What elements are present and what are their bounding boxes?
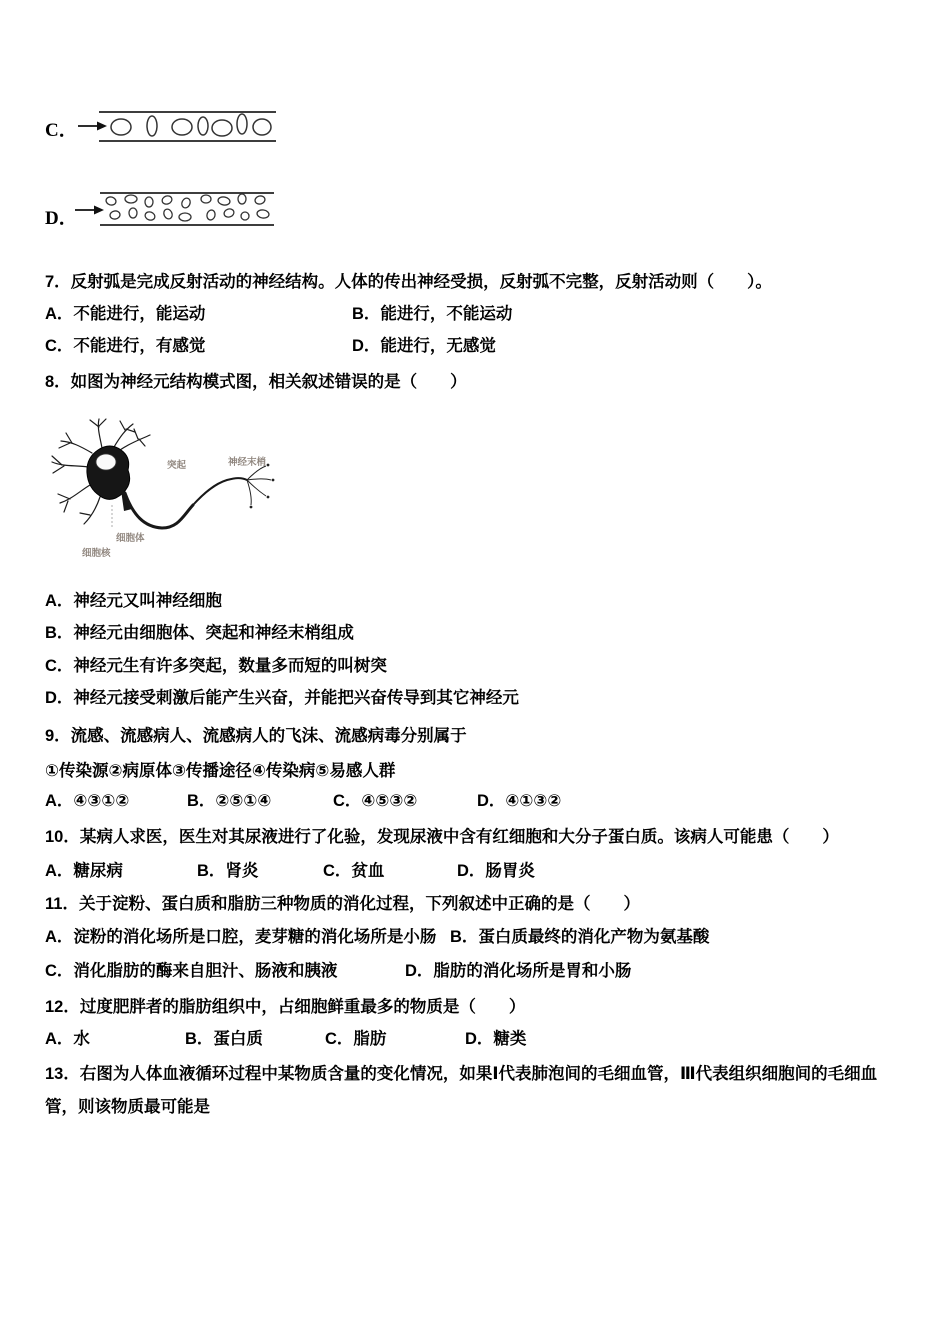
question-9-option-a: A．④③①② <box>45 792 130 810</box>
question-9-option-d: D．④①③② <box>477 792 562 810</box>
question-8-option-a: A．神经元又叫神经细胞 <box>45 592 222 610</box>
option-c-figure-label: C． <box>45 120 78 141</box>
question-10-option-c: C．贫血 <box>323 862 385 880</box>
question-13-stem-line-1: 13．右图为人体血液循环过程中某物质含量的变化情况，如果Ⅰ代表肺泡间的毛细血管，Ⅲ代表组织细胞间的毛细血 <box>45 1065 878 1083</box>
question-7-option-c: C．不能进行，有感觉 <box>45 337 206 355</box>
flow-arrow-icon <box>75 206 104 215</box>
question-11-option-a: A．淀粉的消化场所是口腔，麦芽糖的消化场所是小肠 <box>45 928 437 946</box>
question-12-option-d: D．糖类 <box>465 1030 527 1048</box>
question-9-option-b: B．②⑤①④ <box>187 792 272 810</box>
flow-arrow-icon <box>78 122 107 131</box>
question-13-stem-line-2: 管，则该物质最可能是 <box>45 1098 210 1116</box>
question-10-option-a: A．糖尿病 <box>45 862 123 880</box>
neuron-label-cell-body: 细胞体 <box>116 533 145 544</box>
neuron-structure-diagram <box>40 415 280 575</box>
question-8-option-c: C．神经元生有许多突起，数量多而短的叫树突 <box>45 657 387 675</box>
question-11-stem: 11．关于淀粉、蛋白质和脂肪三种物质的消化过程，下列叙述中正确的是（ ） <box>45 895 640 913</box>
vessel-walls <box>99 112 276 141</box>
question-7-option-d: D．能进行，无感觉 <box>352 337 496 355</box>
question-11-option-b: B．蛋白质最终的消化产物为氨基酸 <box>450 928 710 946</box>
neuron-axon <box>125 478 247 528</box>
neuron-nerve-endings <box>247 464 274 509</box>
question-9-option-c: C．④⑤③② <box>333 792 418 810</box>
large-vessel-diagram <box>75 183 277 233</box>
question-7-stem: 7．反射弧是完成反射活动的神经结构。人体的传出神经受损，反射弧不完整，反射活动则（ ）。 <box>45 273 772 291</box>
capillary-vessel-diagram <box>76 103 281 148</box>
question-12-stem: 12．过度肥胖者的脂肪组织中，占细胞鲜重最多的物质是（ ） <box>45 998 526 1016</box>
neuron-label-process: 突起 <box>167 460 187 471</box>
question-7-option-a: A．不能进行，能运动 <box>45 305 206 323</box>
option-d-figure-label: D． <box>45 208 78 229</box>
question-10-option-b: B．肾炎 <box>197 862 259 880</box>
blood-cells-many <box>105 194 269 221</box>
question-9-numbered-items: ①传染源②病原体③传播途径④传染病⑤易感人群 <box>45 762 396 780</box>
question-8-option-b: B．神经元由细胞体、突起和神经末梢组成 <box>45 624 354 642</box>
question-8-stem: 8．如图为神经元结构模式图，相关叙述错误的是（ ） <box>45 373 467 391</box>
blood-cells-single-file <box>111 114 271 136</box>
question-8-option-d: D．神经元接受刺激后能产生兴奋，并能把兴奋传导到其它神经元 <box>45 689 519 707</box>
question-12-option-b: B．蛋白质 <box>185 1030 263 1048</box>
question-10-option-d: D．肠胃炎 <box>457 862 535 880</box>
question-12-option-c: C．脂肪 <box>325 1030 387 1048</box>
question-11-option-c: C．消化脂肪的酶来自胆汁、肠液和胰液 <box>45 962 338 980</box>
neuron-label-nerve-endings: 神经末梢 <box>228 457 267 468</box>
question-7-option-b: B．能进行，不能运动 <box>352 305 513 323</box>
neuron-label-nucleus: 细胞核 <box>82 548 111 559</box>
question-9-stem: 9．流感、流感病人、流感病人的飞沫、流感病毒分别属于 <box>45 727 467 745</box>
question-12-option-a: A．水 <box>45 1030 90 1048</box>
question-10-stem: 10．某病人求医，医生对其尿液进行了化验，发现尿液中含有红细胞和大分子蛋白质。该病人可能患（ ） <box>45 828 839 846</box>
question-11-option-d: D．脂肪的消化场所是胃和小肠 <box>405 962 632 980</box>
neuron-nucleus <box>96 454 116 470</box>
